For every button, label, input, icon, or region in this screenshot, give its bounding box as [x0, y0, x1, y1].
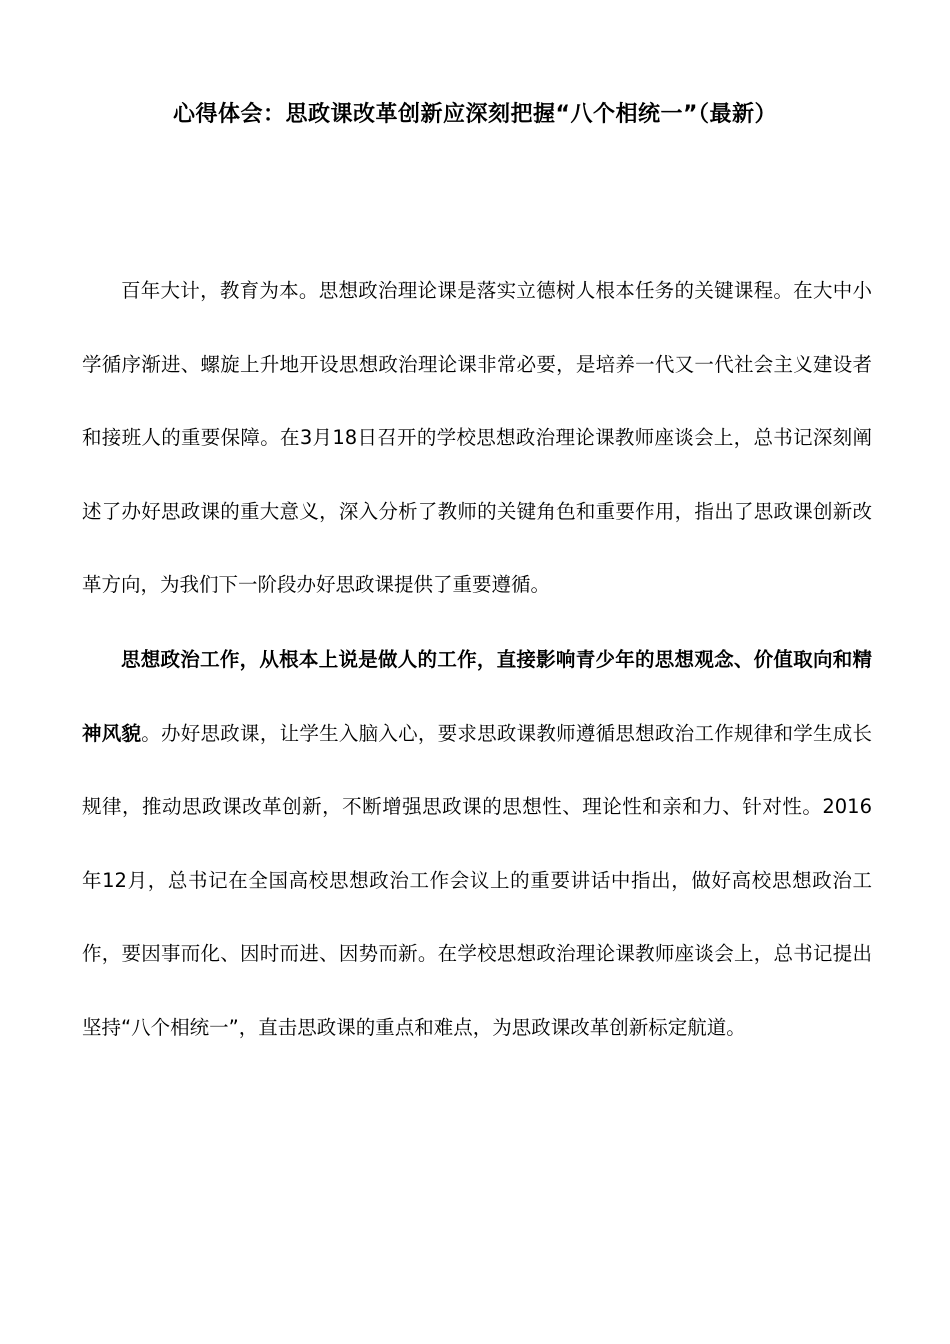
paragraph-2-text: 。办好思政课，让学生入脑入心，要求思政课教师遵循思想政治工作规律和学生成长规律，推动思政课改革创新，不断增强思政课的思想性、理论性和亲和力、针对性。2016年12月，总书记在全国高校思想政治工作会议上的重要讲话中指出，做好高校思想政治工作，要因事而化、因时而进、因势而新。在学校思想政治理论课教师座谈会上，总书记提出坚持“八个相统一”，直击思政课的重点和难点，为思政课改革创新标定航道。 [82, 721, 872, 1039]
document-title: 心得体会：思政课改革创新应深刻把握“八个相统一”（最新） [173, 102, 777, 127]
paragraph-2-bold-lead: 思想政治工作，从根本上说是做人的工作，直接影响青少年的思想观念、价值取向和精神风貌 [82, 648, 872, 745]
paragraph-2 [82, 623, 872, 1065]
paragraph-1 [82, 254, 872, 622]
paragraph-1-text: 百年大计，教育为本。思想政治理论课是落实立德树人根本任务的关键课程。在大中小学循序渐进、螺旋上升地开设思想政治理论课非常必要，是培养一代又一代社会主义建设者和接班人的重要保障。在3月18日召开的学校思想政治理论课教师座谈会上，总书记深刻阐述了办好思政课的重大意义，深入分析了教师的关键角色和重要作用，指出了思政课创新改革方向，为我们下一阶段办好思政课提供了重要遵循。 [82, 279, 872, 597]
